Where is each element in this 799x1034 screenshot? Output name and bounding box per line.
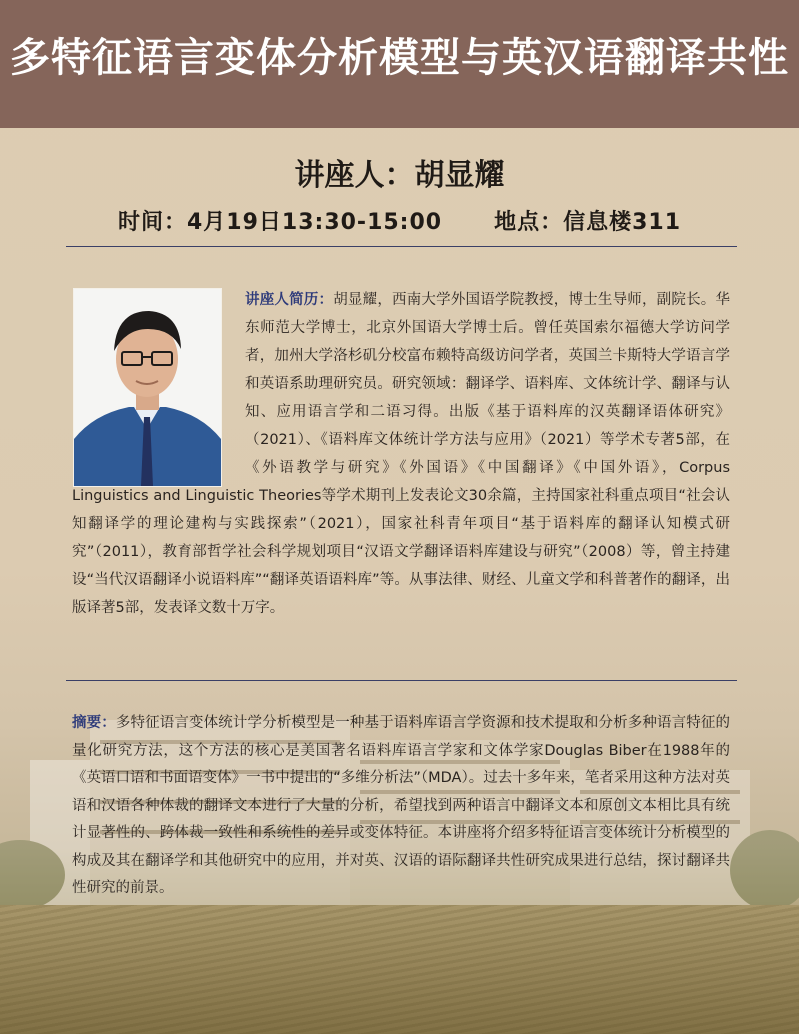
- header-banner: [0, 0, 799, 128]
- lawn-image: [0, 905, 799, 1034]
- abstract-label: 摘要：: [72, 715, 116, 731]
- bio-text: 胡显耀，西南大学外国语学院教授，博士生导师，副院长。华东师范大学博士，北京外国语大学博士后。曾任英国索尔福德大学访问学者，加州大学洛杉矶分校富布赖特高级访问学者，英国兰卡斯特大学语言学和英语系助理研究员。研究领域：翻译学、语料库、文体统计学、翻译与认知、应用语言学和二语习得。出版《基于语料库的汉英翻译语体研究》（2021）、《语料库文体统计学方法与应用》（2021）等学术专著5部，在《外语教学与研究》《外国语》《中国翻译》《中国外语》，Corpus Linguistics and Linguistic Theories等学术期刊上发表论文30余篇，主持国家社科重点项目“社会认知翻译学的理论建构与实践探索”（2021），国家社科青年项目“基于语料库的翻译认知模式研究”（2011），教育部哲学社会科学规划项目“汉语文学翻译语料库建设与研究”（2008）等，曾主持建设“当代汉语翻译小说语料库”“翻译英语语料库”等。从事法律、财经、儿童文学和科普著作的翻译，出版译著5部，发表译文数十万字。: [72, 292, 730, 616]
- speaker-bio: [72, 286, 730, 622]
- place-text: 地点：信息楼311: [494, 210, 682, 235]
- speaker-name: 讲座人：胡显耀: [294, 158, 505, 193]
- divider-top: [66, 246, 737, 247]
- schedule-line: [0, 205, 799, 236]
- abstract-text: 多特征语言变体统计学分析模型是一种基于语料库语言学资源和技术提取和分析多种语言特征的量化研究方法，这个方法的核心是美国著名语料库语言学家和文体学家Douglas Biber在1988年的《英语口语和书面语变体》一书中提出的“多维分析法”（MDA）。过去十多年来，笔者采用这种方法对英语和汉语各种体裁的翻译文本进行了大量的分析，希望找到两种语言中翻译文本和原创文本相比具有统计显著性的、跨体裁一致性和系统性的差异或变体特征。本讲座将介绍多特征语言变体统计分析模型的构成及其在翻译学和其他研究中的应用，并对英、汉语的语际翻译共性研究成果进行总结，探讨翻译共性研究的前景。: [72, 715, 730, 896]
- divider-middle: [66, 680, 737, 681]
- bio-label: 讲座人简历：: [245, 292, 334, 308]
- abstract: [72, 710, 730, 903]
- time-text: 时间：4月19日13:30-15:00: [117, 210, 443, 235]
- page-title: 多特征语言变体分析模型与英汉语翻译共性: [10, 35, 789, 81]
